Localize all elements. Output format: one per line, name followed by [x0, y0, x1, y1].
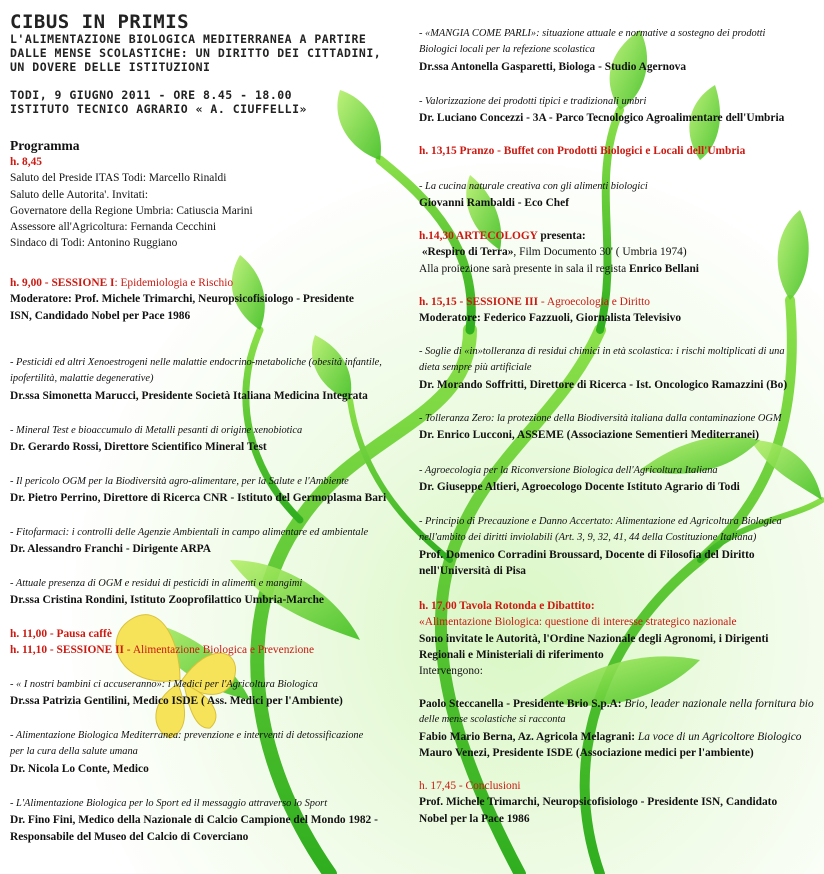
- talk: [10, 576, 324, 609]
- talk: [419, 463, 740, 496]
- conclusioni-speaker: Nobel per la Pace 1986: [419, 812, 530, 825]
- proiezione-text: Alla proiezione sarà presente in sala il regista: [419, 262, 630, 275]
- event-subtitle-2: DALLE MENSE SCOLASTICHE: UN DIRITTO DEI CITTADINI,: [10, 46, 382, 60]
- artecology-time: h.14,30 ARTECOLOGY: [419, 230, 538, 242]
- speaker-paolo-topic: Brio, leader nazionale nella fornitura bio: [621, 698, 814, 710]
- event-title: CIBUS IN PRIMIS: [10, 11, 190, 33]
- talk-speaker: Giovanni Rambaldi - Eco Chef: [419, 197, 569, 210]
- round-table: [419, 598, 768, 679]
- session-2-topic: - Alimentazione Biologica e Prevenzione: [123, 644, 315, 657]
- talk-speaker: nell'Università di Pisa: [419, 564, 526, 577]
- session-1-topic: : Epidemiologia e Rischio: [114, 277, 234, 289]
- artecology-block: [419, 228, 699, 277]
- talk: [419, 179, 648, 212]
- event-subtitle-3: UN DOVERE DELLE ISTITUZIONI: [10, 60, 211, 74]
- film-title: «Respiro di Terra»: [421, 246, 514, 259]
- saluto-line: Saluto delle Autorita'. Invitati:: [10, 188, 149, 201]
- saluto-line: Saluto del Preside ITAS Todi: Marcello Rinaldi: [10, 172, 227, 185]
- talk-title: - Attuale presenza di OGM e residui di pesticidi in alimenti e mangimi: [10, 578, 303, 589]
- talk-title: - Fitofarmaci: i controlli delle Agenzie Ambientali in campo alimentare ed ambientale: [10, 527, 369, 538]
- talk-speaker: Prof. Domenico Corradini Broussard, Docente di Filosofia del Diritto: [419, 548, 755, 561]
- talk: [419, 26, 765, 75]
- talk-title: per la cura della salute umana: [10, 746, 138, 758]
- talk-title: - Alimentazione Biologica Mediterranea: prevenzione e interventi di detossificazione: [10, 730, 364, 741]
- session-3-moderator: Moderatore: Federico Fazzuoli, Giornalista Televisivo: [419, 312, 682, 325]
- pranzo: h. 13,15 Pranzo - Buffet con Prodotti Biologici e Locali dell'Umbria: [419, 145, 746, 157]
- talk: [419, 411, 782, 444]
- saluto-line: Assessore all'Agricoltura: Fernanda Cecchini: [10, 221, 217, 234]
- talk-title: - L'Alimentazione Biologica per lo Sport ed il messaggio attraverso lo Sport: [10, 798, 328, 809]
- talk-speaker: Dr. Gerardo Rossi, Direttore Scientifico Mineral Test: [10, 441, 267, 454]
- talk: [10, 423, 302, 456]
- talk-speaker: Responsabile del Museo del Calcio di Coverciano: [10, 830, 249, 843]
- talk-title: - Pesticidi ed altri Xenoestrogeni nelle malattie endocrino-metaboliche (obesità infantile,: [10, 357, 382, 368]
- talk: [10, 796, 378, 845]
- intervengono-label: Intervengono:: [419, 665, 483, 678]
- time-845: h. 8,45: [10, 156, 42, 168]
- talk-title: dieta sempre più artificiale: [419, 362, 532, 374]
- invitati-line: Sono invitate le Autorità, l'Ordine Nazionale degli Agronomi, i Dirigenti: [419, 632, 769, 645]
- speaker-mauro: Mauro Venezi, Presidente ISDE (Associazione medici per l'ambiente): [419, 746, 754, 759]
- talk: [10, 525, 368, 558]
- programma-block: [10, 138, 253, 252]
- talk-speaker: Dr.ssa Patrizia Gentilini, Medico ISDE ( Ass. Medici per l'Ambiente): [10, 695, 343, 708]
- talk: [10, 728, 363, 777]
- session-1: [10, 275, 354, 324]
- talk-title: - «MANGIA COME PARLI»: situazione attuale e normative a sostegno dei prodotti: [419, 28, 766, 39]
- speaker-paolo-topic-2: delle mense scolastiche si racconta: [419, 714, 566, 726]
- tavola-subtitle: «Alimentazione Biologica: questione di interesse strategico nazionale: [419, 616, 737, 629]
- talk-title: - Soglie di «in»tolleranza di residui chimici in età scolastica: i rischi moltiplicati di una: [419, 346, 785, 357]
- speaker-fabio-topic: La voce di un Agricoltore Biologico: [635, 730, 802, 743]
- session-2-time: h. 11,10 - SESSIONE II: [10, 644, 124, 657]
- conclusioni-speaker: Prof. Michele Trimarchi, Neuropsicofisiologo - Presidente ISN, Candidato: [419, 796, 778, 809]
- session-1-moderator: ISN, Candidado Nobel per Pace 1986: [10, 309, 191, 322]
- talk-speaker: Dr. Nicola Lo Conte, Medico: [10, 762, 149, 775]
- talk-title: - Agroecologia per la Riconversione Biologica dell'Agricoltura Italiana: [419, 465, 718, 476]
- session-2: [10, 626, 314, 659]
- talk-title: - Mineral Test e bioaccumulo di Metalli pesanti di origine xenobiotica: [10, 425, 303, 436]
- talk-speaker: Dr. Pietro Perrino, Direttore di Ricerca CNR - Istituto del Germoplasma Bari: [10, 492, 387, 505]
- session-1-time: h. 9,00 - SESSIONE I: [10, 277, 115, 289]
- conclusions: [419, 778, 777, 827]
- regista: Enrico Bellani: [629, 262, 699, 275]
- talk-title: - Il pericolo OGM per la Biodiversità agro-alimentare, per la Salute e l'Ambiente: [10, 476, 349, 487]
- header: [10, 12, 381, 116]
- artecology-presenta: presenta:: [537, 230, 586, 242]
- talk-speaker: Dr. Alessandro Franchi - Dirigente ARPA: [10, 543, 212, 556]
- talk: [10, 355, 382, 404]
- talk-title: nell'ambito dei diritti inviolabili (Art. 3, 9, 32, 41, 44 della Costituzione Italiana): [419, 532, 757, 544]
- session-3-topic: - Agroecologia e Diritto: [538, 296, 650, 308]
- talk-title: Biologici locali per la refezione scolastica: [419, 44, 595, 56]
- talk-title: - La cucina naturale creativa con gli alimenti biologici: [419, 181, 648, 192]
- talk-speaker: Dr.ssa Antonella Gasparetti, Biologa - Studio Agernova: [419, 60, 687, 73]
- talk: [10, 474, 386, 507]
- talk-title: - Tolleranza Zero: la protezione della Biodiversità italiana dalla contaminazione OGM: [419, 413, 782, 424]
- interventions: [419, 696, 814, 761]
- tavola-rotonda: h. 17,00 Tavola Rotonda e Dibattito:: [419, 600, 595, 612]
- pausa-caffe: h. 11,00 - Pausa caffè: [10, 628, 112, 640]
- talk: [419, 344, 787, 393]
- talk-title: - Principio di Precauzione e Danno Accertato: Alimentazione ed Agricoltura Biologica: [419, 516, 782, 527]
- talk-speaker: Dr. Luciano Concezzi - 3A - Parco Tecnologico Agroalimentare dell'Umbria: [419, 112, 785, 125]
- programma-heading: Programma: [10, 138, 80, 153]
- talk-title: ipofertilità, malattie degenerative): [10, 373, 154, 385]
- saluto-line: Sindaco di Todi: Antonino Ruggiano: [10, 237, 178, 250]
- talk: [419, 514, 782, 579]
- speaker-fabio: Fabio Mario Berna, Az. Agricola Melagrani:: [419, 730, 636, 743]
- film-info: , Film Documento 30' ( Umbria 1974): [513, 246, 687, 259]
- talk-speaker: Dr.ssa Simonetta Marucci, Presidente Società Italiana Medicina Integrata: [10, 389, 368, 402]
- lunch: [419, 143, 745, 159]
- talk-title: - « I nostri bambini ci accuseranno»: i Medici per l'Agricoltura Biologica: [10, 679, 318, 690]
- event-venue: ISTITUTO TECNICO AGRARIO « A. CIUFFELLI»: [10, 102, 307, 116]
- event-subtitle-1: L'ALIMENTAZIONE BIOLOGICA MEDITERRANEA A PARTIRE: [10, 32, 367, 46]
- conclusioni: h. 17,45 - Conclusioni: [419, 780, 521, 792]
- talk-speaker: Dr. Fino Fini, Medico della Nazionale di Calcio Campione del Mondo 1982 -: [10, 814, 378, 827]
- session-1-moderator: Moderatore: Prof. Michele Trimarchi, Neuropsicofisiologo - Presidente: [10, 293, 354, 306]
- session-3-time: h. 15,15 - SESSIONE III: [419, 296, 539, 308]
- speaker-paolo: Paolo Steccanella - Presidente Brio S.p.A:: [419, 698, 622, 710]
- talk-speaker: Dr. Giuseppe Altieri, Agroecologo Docente Istituto Agrario di Todi: [419, 481, 740, 494]
- event-date: TODI, 9 GIUGNO 2011 - ORE 8.45 - 18.00: [10, 88, 293, 102]
- talk-title: - Valorizzazione dei prodotti tipici e tradizionali umbri: [419, 96, 647, 107]
- saluto-line: Governatore della Regione Umbria: Catiuscia Marini: [10, 204, 253, 217]
- talk-speaker: Dr. Enrico Lucconi, ASSEME (Associazione Sementieri Mediterranei): [419, 429, 759, 442]
- talk: [419, 94, 784, 127]
- talk-speaker: Dr. Morando Soffritti, Direttore di Ricerca - Ist. Oncologico Ramazzini (Bo): [419, 378, 788, 391]
- talk-speaker: Dr.ssa Cristina Rondini, Istituto Zooprofilattico Umbria-Marche: [10, 594, 324, 607]
- talk: [10, 677, 343, 710]
- invitati-line: Regionali e Ministeriali di riferimento: [419, 648, 604, 661]
- session-3: [419, 294, 681, 327]
